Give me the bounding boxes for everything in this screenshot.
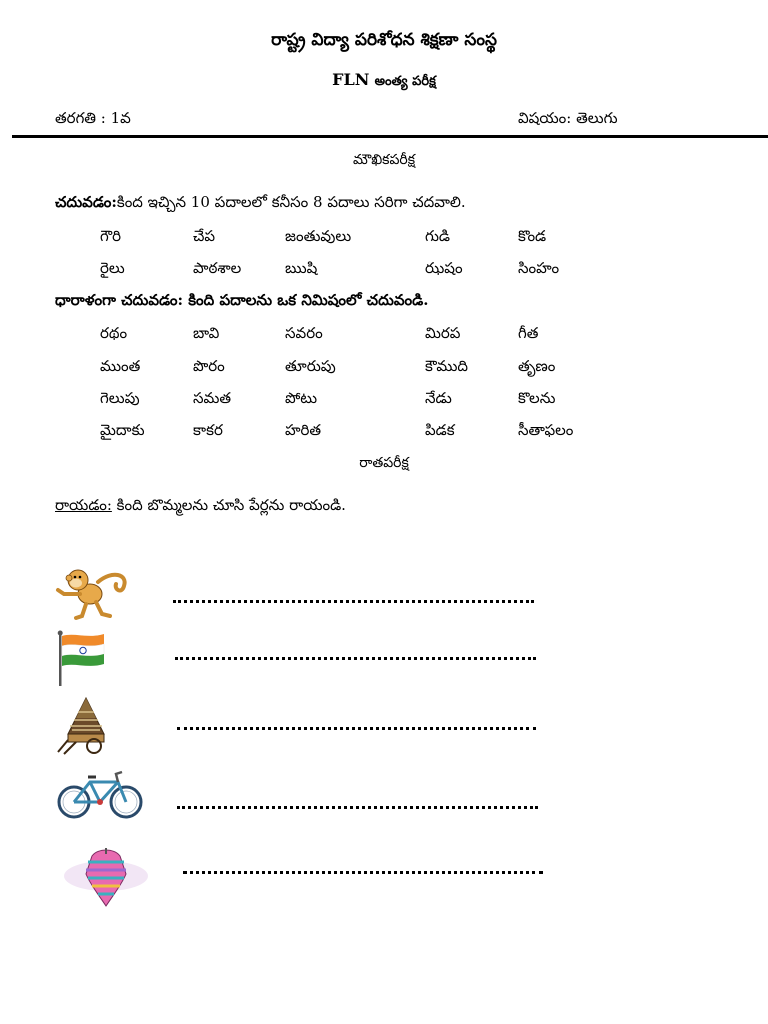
page-title: రాష్ట్ర విద్యా పరిశోధన శిక్షణా సంస్థ xyxy=(271,30,497,50)
reading-word: గుడి xyxy=(425,227,451,245)
write-instruction xyxy=(55,496,346,518)
reading-word: ఋషి xyxy=(285,259,318,277)
reading-label: చదువడం: xyxy=(55,193,117,211)
reading-word: జంతువులు xyxy=(285,227,352,245)
answer-line[interactable] xyxy=(177,806,538,809)
subject-label: విషయం: తెలుగు xyxy=(518,109,618,127)
fluent-word: బావి xyxy=(193,324,220,342)
fluent-word: హరిత xyxy=(285,421,322,439)
answer-line[interactable] xyxy=(177,727,536,730)
answer-line[interactable] xyxy=(183,871,543,874)
fluent-word: మైదాకు xyxy=(100,421,145,439)
answer-line[interactable] xyxy=(173,600,534,603)
reading-instruction xyxy=(55,193,466,215)
fluent-word: సీతాఫలం xyxy=(518,421,574,439)
monkey-icon xyxy=(54,564,128,622)
exam-suffix: అంత్య పరీక్ష xyxy=(374,74,436,89)
fluent-word: కాకర xyxy=(193,421,223,439)
header-divider xyxy=(12,135,768,138)
fluent-word: పిడక xyxy=(425,421,455,439)
reading-text: కింద ఇచ్చిన 10 పదాలలో కనీసం 8 పదాలు సరిగా చదవాలి. xyxy=(116,193,466,211)
reading-word: పాఠశాల xyxy=(193,259,242,277)
reading-word: గౌరి xyxy=(100,227,121,245)
reading-word: రైలు xyxy=(100,259,125,277)
reading-word: సింహం xyxy=(518,259,560,277)
fluent-word: సమత xyxy=(193,389,232,407)
fluent-word: పొరం xyxy=(193,357,225,375)
fluent-word: గీత xyxy=(518,324,539,342)
fluent-word: పోటు xyxy=(285,389,318,407)
fluent-word: తృణం xyxy=(518,357,556,375)
fluent-word: మిరప xyxy=(425,324,461,342)
exam-subtitle xyxy=(0,70,768,92)
reading-word: ఝషం xyxy=(425,259,463,277)
spinning-top-icon xyxy=(62,850,154,910)
bicycle-icon xyxy=(54,770,146,822)
fluent-word: తూరుపు xyxy=(285,357,336,375)
fluent-word: గెలుపు xyxy=(100,389,140,407)
write-label: రాయడం: xyxy=(55,496,112,514)
fluent-word: రథం xyxy=(100,324,128,342)
flag-icon xyxy=(54,630,110,686)
write-text: కింది బొమ్మలను చూసి పేర్లను రాయండి. xyxy=(111,496,346,514)
class-label: తరగతి : 1వ xyxy=(55,109,131,127)
fluent-reading-instruction: ధారాళంగా చదువడం: కింది పదాలను ఒక నిమిషంలో చదువండి. xyxy=(55,291,429,309)
reading-word: కొండ xyxy=(518,227,547,245)
fluent-word: నేడు xyxy=(425,389,452,407)
answer-line[interactable] xyxy=(175,657,536,660)
tree-icon xyxy=(56,694,116,756)
oral-test-heading: మౌఖికపరీక్ష xyxy=(352,152,416,168)
fluent-word: కౌముది xyxy=(425,357,469,375)
written-test-heading: రాతపరీక్ష xyxy=(359,455,409,471)
reading-word: చేప xyxy=(193,227,216,245)
exam-prefix: FLN xyxy=(332,70,370,89)
fluent-word: ముంత xyxy=(100,357,141,375)
fluent-word: కొలను xyxy=(518,389,556,407)
fluent-word: సవరం xyxy=(285,324,323,342)
